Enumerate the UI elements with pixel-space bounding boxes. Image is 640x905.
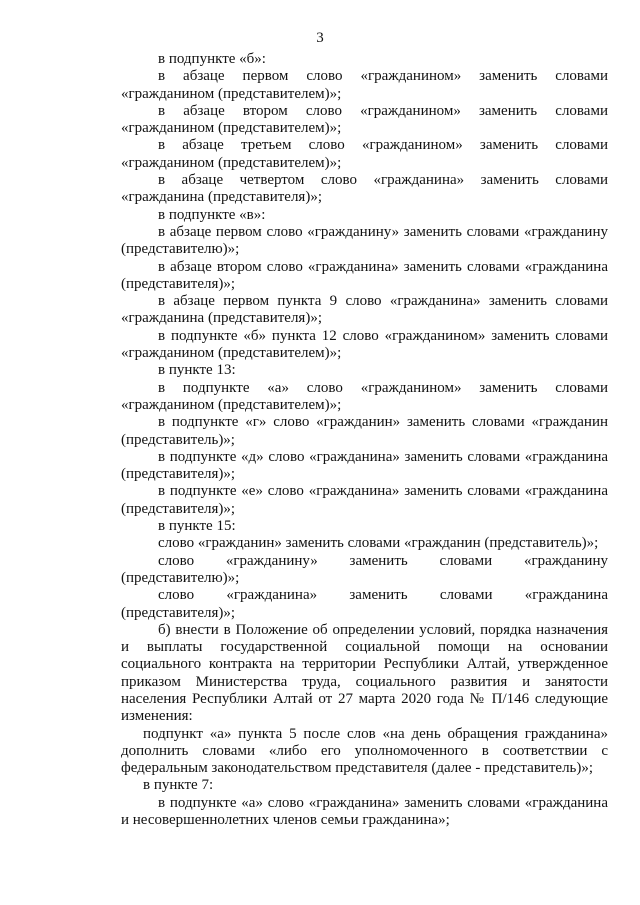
text-line: приказом Министерства труда, социального развития и занятости (121, 673, 608, 690)
text-line: изменения: (121, 708, 193, 725)
text-line: (представителю)»; (121, 241, 240, 258)
text-line: в подпункте «в»: (158, 206, 266, 223)
text-line: (представителю)»; (121, 569, 240, 586)
page-number: 3 (316, 30, 324, 46)
text-line: в подпункте «г» слово «гражданин» заменить словами «гражданин (158, 414, 608, 431)
text-line: в пункте 13: (158, 362, 236, 379)
text-line: в подпункте «б» пункта 12 слово «гражданином» заменить словами (158, 327, 608, 344)
text-line: «гражданином (представителем)»; (121, 85, 342, 102)
text-line: слово «гражданина» заменить словами «гражданина (158, 587, 608, 604)
text-line: дополнить словами «либо его уполномоченного в соответствии с (121, 742, 608, 759)
text-line: «гражданина (представителя)»; (121, 310, 322, 327)
text-line: в подпункте «д» слово «гражданина» заменить словами «гражданина (158, 448, 608, 465)
text-line: федеральным законодательством представителя (далее - представитель)»; (121, 760, 594, 777)
text-line: (представителя)»; (121, 275, 236, 292)
text-line: слово «гражданину» заменить словами «гражданину (158, 552, 608, 569)
text-line: «гражданином (представителем)»; (121, 154, 342, 171)
text-line: в подпункте «а» слово «гражданином» заменить словами (158, 379, 608, 396)
text-line: населения Республики Алтай от 27 марта 2020 года № П/146 следующие (121, 690, 608, 707)
text-line: в подпункте «е» слово «гражданина» заменить словами «гражданина (158, 483, 608, 500)
text-line: в пункте 15: (158, 518, 236, 535)
text-line: (представителя)»; (121, 500, 236, 517)
document-body (121, 51, 608, 829)
text-line: подпункт «а» пункта 5 после слов «на день обращения гражданина» (143, 725, 608, 742)
text-line: «гражданина (представителя)»; (121, 189, 322, 206)
text-line: и выплаты государственной социальной помощи на основании (121, 639, 608, 656)
text-line: в абзаце третьем слово «гражданином» заменить словами (158, 137, 608, 154)
text-line: социального контракта на территории Республики Алтай, утвержденное (121, 656, 608, 673)
text-line: (представителя)»; (121, 604, 236, 621)
text-line: слово «гражданин» заменить словами «гражданин (представитель)»; (158, 535, 599, 552)
text-line: «гражданином (представителем)»; (121, 345, 342, 362)
text-line: «гражданином (представителем)»; (121, 396, 342, 413)
text-line: в абзаце первом слово «гражданину» заменить словами «гражданину (158, 223, 608, 240)
text-line: (представитель)»; (121, 431, 235, 448)
text-line: в абзаце втором слово «гражданином» заменить словами (158, 102, 608, 119)
text-line: в абзаце четвертом слово «гражданина» заменить словами (158, 172, 608, 189)
text-line: б) внести в Положение об определении условий, порядка назначения (158, 621, 608, 638)
text-line: «гражданином (представителем)»; (121, 120, 342, 137)
text-line: в абзаце втором слово «гражданина» заменить словами «гражданина (158, 258, 608, 275)
text-line: и несовершеннолетних членов семьи гражданина»; (121, 812, 450, 829)
text-line: в подпункте «б»: (158, 51, 266, 67)
text-line: в абзаце первом слово «гражданином» заменить словами (158, 68, 608, 85)
text-line: (представителя)»; (121, 466, 236, 483)
text-line: в абзаце первом пункта 9 слово «гражданина» заменить словами (158, 293, 608, 310)
text-line: в пункте 7: (143, 777, 214, 794)
text-line: в подпункте «а» слово «гражданина» заменить словами «гражданина (158, 794, 608, 811)
